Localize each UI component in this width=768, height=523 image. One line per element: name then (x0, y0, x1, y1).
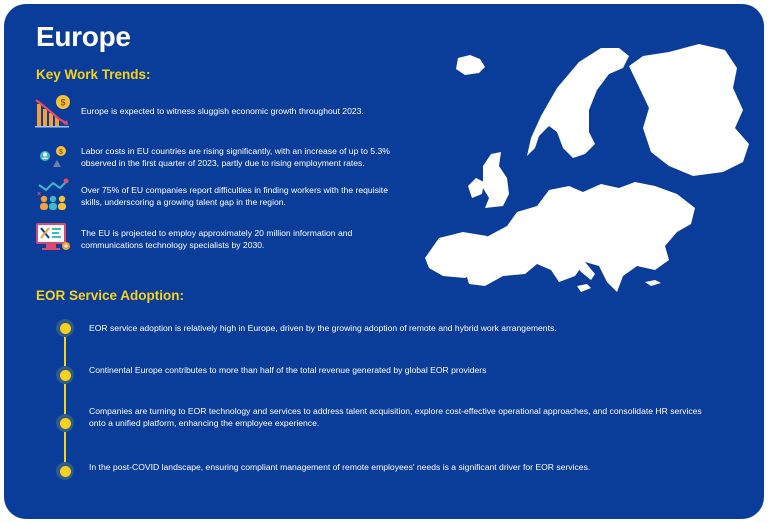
svg-text:$: $ (60, 97, 66, 108)
talent-gap-icon (33, 176, 73, 212)
eor-point-3: Companies are turning to EOR technology and services to address talent acquisition, explore cost-effective operational approaches, and consolidate HR services onto a unified platform, enhancing the employee experience. (89, 406, 702, 428)
timeline-dot-4 (56, 462, 74, 480)
trend-text-4: The EU is projected to employ approximately 20 million information and communications technology specialists by 2030. (81, 228, 353, 250)
trend-text-1: Europe is expected to witness sluggish economic growth throughout 2023. (81, 106, 364, 116)
europe-card (4, 4, 764, 519)
svg-text:$: $ (59, 149, 63, 156)
trend-text-3: Over 75% of EU companies report difficulties in finding workers with the requisite skills, underscoring a growing talent gap in the region. (81, 185, 388, 207)
ict-specialist-icon (33, 218, 73, 254)
timeline-dot-3 (56, 414, 74, 432)
eor-heading: EOR Service Adoption: (36, 288, 185, 303)
timeline-dot-1 (56, 319, 74, 337)
timeline-dot-2 (56, 366, 74, 384)
timeline-line (64, 327, 66, 475)
eor-point-1: EOR service adoption is relatively high in Europe, driven by the growing adoption of remote and hybrid work arrangements. (89, 323, 557, 333)
trend-text-2: Labor costs in EU countries are rising significantly, with an increase of up to 5.3% observed in the first quarter of 2023, partly due to rising employment rates. (81, 146, 390, 168)
page-title: Europe (36, 21, 131, 52)
europe-map-image (417, 36, 762, 300)
eor-point-4: In the post-COVID landscape, ensuring compliant management of remote employees' needs is a significant driver for EOR services. (89, 462, 591, 472)
trends-heading: Key Work Trends: (36, 67, 151, 82)
declining-chart-icon (33, 92, 73, 128)
eor-point-2: Continental Europe contributes to more than half of the total revenue generated by global EOR providers (89, 365, 487, 375)
svg-text:×: × (37, 191, 42, 198)
labor-cost-icon (33, 139, 73, 175)
